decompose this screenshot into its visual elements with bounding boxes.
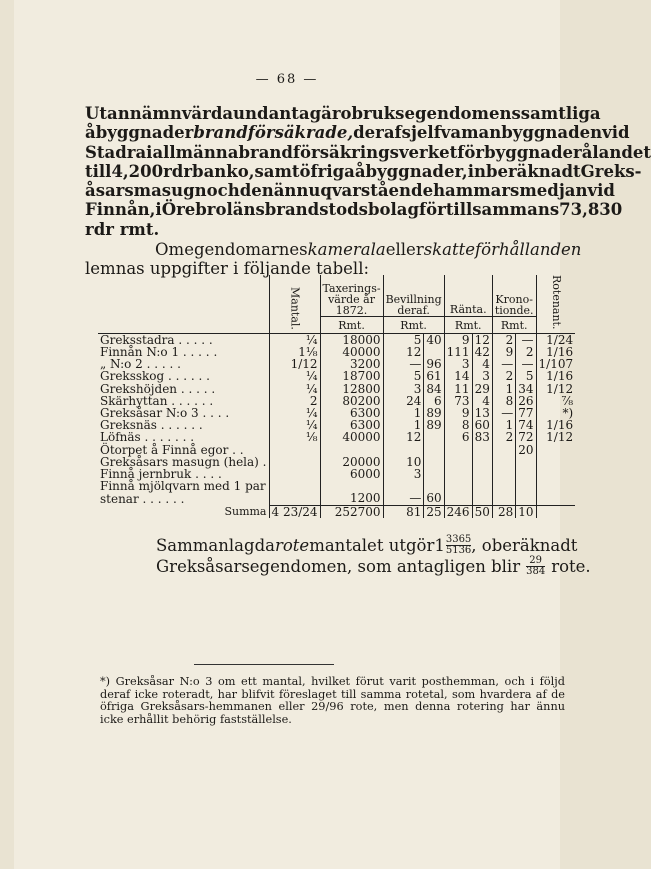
cell-ranta_o: 3 [472,370,492,382]
row-name: Greksnäs . . . . . . [100,418,203,433]
cell-mantal: 1⅛ [269,346,320,358]
cell-bev_o: 25 [424,505,444,518]
cell-bev_r: 5 [383,370,424,382]
cell-ranta_o: 29 [472,383,492,395]
cell-krono_o: — [516,358,536,370]
cell-mantal: 4 23/24 [269,505,320,518]
cell-rot: 1/12 [536,431,575,443]
cell-krono_o: — [516,333,536,346]
cell-bev_o: 89 [424,407,444,419]
cell-bev_o: 84 [424,383,444,395]
cell-krono_r: — [492,407,515,419]
row-name: Greksåsars masugn (hela) . [100,454,267,469]
row-name: Skärhyttan . . . . . . [100,393,214,408]
row-name: Finnån N:o 1 . . . . . [100,344,218,359]
cell-tax: 6000 [320,468,383,480]
cell-rot: 1/16 [536,370,575,382]
cell-mantal: ⅛ [269,431,320,443]
unit-label: Rmt. [444,317,492,333]
cell-ranta_o: 83 [472,431,492,443]
cell-bev_r: 24 [383,395,424,407]
cell-bev_r: 3 [383,383,424,395]
row-name: stenar . . . . . . [100,491,185,506]
cell-tax: 1200 [320,492,383,505]
row-name: Greksstadra . . . . . [100,332,213,347]
cell-bev_r: 81 [383,505,424,518]
cell-ranta_r [444,468,472,480]
cell-bev_o: 61 [424,370,444,382]
cell-krono_r: 9 [492,346,515,358]
cell-ranta_o [472,492,492,505]
cell-ranta_o: 60 [472,419,492,431]
cell-krono_r: 1 [492,383,515,395]
cell-rot [536,505,575,518]
cell-tax: 6300 [320,419,383,431]
cadastral-table [98,275,575,518]
cell-mantal [269,456,320,468]
cell-krono_r [492,456,515,468]
cell-krono_o: 26 [516,395,536,407]
cell-bev_o [424,456,444,468]
cell-tax: 6300 [320,407,383,419]
cell-krono_r: 2 [492,333,515,346]
table-row [98,480,575,492]
cell-bev_o [424,468,444,480]
cell-ranta_r [444,444,472,456]
cell-krono_r: 2 [492,370,515,382]
cell-krono_r: 28 [492,505,515,518]
unit-label: Rmt. [320,317,383,333]
cell-rot: ⅞ [536,395,575,407]
row-name: Finnå jernbruk . . . . [100,466,222,481]
cell-rot: 1/16 [536,419,575,431]
cell-ranta_r: 14 [444,370,472,382]
paragraph-intro-table [85,240,582,279]
cell-ranta_r [444,456,472,468]
table-body [98,333,575,518]
header-taxeringsvarde: Taxerings-värde år 1872. [320,275,383,317]
cell-rot: *) [536,407,575,419]
cell-ranta_o: 13 [472,407,492,419]
text-line: Stadra i allmänna brandförsäkringsverket för byggnader å landet [85,142,651,162]
cell-ranta_r: 6 [444,431,472,443]
cell-ranta_r: 246 [444,505,472,518]
cell-krono_r: — [492,358,515,370]
cell-krono_r: 1 [492,419,515,431]
cell-krono_o: 77 [516,407,536,419]
cell-mantal [269,492,320,505]
cell-bev_r [383,444,424,456]
cell-bev_r: 1 [383,419,424,431]
cell-krono_o: 34 [516,383,536,395]
cell-krono_o: 5 [516,370,536,382]
paragraph-insurance [85,104,651,239]
cell-krono_o: 10 [516,505,536,518]
text-line: åbyggnader brandförsäkrade, deraf sjelfva manbyggnaden vid [85,123,630,143]
book-page [14,0,651,869]
cell-krono_r [492,444,515,456]
cell-bev_o: 6 [424,395,444,407]
cell-ranta_o: 50 [472,505,492,518]
text-line: Om egendomarnes kamerala eller skatteförhållanden [155,240,582,259]
cell-ranta_o [472,444,492,456]
cell-krono_o: 74 [516,419,536,431]
cell-krono_r [492,468,515,480]
summa-row [98,505,575,518]
text-line: rdr rmt. [85,219,160,239]
header-bevillning: Bevillning deraf. [383,275,444,317]
cell-bev_o: 40 [424,333,444,346]
cell-mantal: ¼ [269,419,320,431]
cell-bev_r: 5 [383,333,424,346]
summa-label: Summa [224,504,267,518]
cell-bev_r: — [383,358,424,370]
cell-bev_o: 89 [424,419,444,431]
header-ranta: Ränta. [444,275,492,317]
cell-bev_o [424,431,444,443]
cell-ranta_o: 42 [472,346,492,358]
cell-bev_r: 12 [383,346,424,358]
cell-ranta_r: 3 [444,358,472,370]
table-row [98,383,575,395]
cell-mantal: ¼ [269,407,320,419]
row-name: Löfnäs . . . . . . . [100,430,195,445]
table-row [98,444,575,456]
cell-tax: 18700 [320,370,383,382]
cell-ranta_o [472,456,492,468]
row-name: Greksskog . . . . . . [100,369,210,384]
row-name: Ötorpet å Finnå egor . . [100,442,244,457]
cell-ranta_r: 73 [444,395,472,407]
cell-bev_r: 10 [383,456,424,468]
cell-tax: 40000 [320,346,383,358]
cell-ranta_o: 4 [472,358,492,370]
cell-krono_o: 20 [516,444,536,456]
cell-krono_r [492,480,515,492]
text-line: åsars masugn och den ännu qvarstående hammarsmedjan vid [85,181,615,201]
cell-tax: 12800 [320,383,383,395]
table-row [98,333,575,346]
cell-tax: 18000 [320,333,383,346]
cell-krono_r: 8 [492,395,515,407]
cell-mantal [269,480,320,492]
cell-ranta_r: 111 [444,346,472,358]
cell-ranta_r: 11 [444,383,472,395]
cell-ranta_o: 12 [472,333,492,346]
cell-ranta_r [444,480,472,492]
cell-mantal: 2 [269,395,320,407]
cell-tax: 252700 [320,505,383,518]
cell-mantal [269,468,320,480]
cell-tax: 3200 [320,358,383,370]
cell-bev_r: — [383,492,424,505]
unit-label: Rmt. [492,317,536,333]
cell-rot [536,480,575,492]
cell-rot: 1/24 [536,333,575,346]
cell-tax: 20000 [320,456,383,468]
row-name: Grekshöjden . . . . . [100,381,216,396]
text-line: till 4,200 rdr banko, samt öfriga åbyggnader, inberäknadt Greks- [85,161,642,181]
cell-bev_o: 60 [424,492,444,505]
text-line: lemnas uppgifter i följande tabell: [85,259,370,279]
summary-text: Sammanlagda rotemantalet utgör 1 3365 5136 , oberäknadt Greksåsarsegendomen, som antagligen blir 29 384 rote. [156,534,591,577]
cell-bev_o [424,444,444,456]
cell-mantal: ¼ [269,383,320,395]
cell-krono_o [516,480,536,492]
cell-bev_r: 1 [383,407,424,419]
cell-bev_r: 12 [383,431,424,443]
cell-mantal: ¼ [269,370,320,382]
cell-ranta_r: 9 [444,407,472,419]
cell-rot: 1/107 [536,358,575,370]
cell-mantal: 1/12 [269,358,320,370]
header-rotenant: Rotenant. [549,275,563,330]
cell-krono_r: 2 [492,431,515,443]
cell-mantal: ¼ [269,333,320,346]
unit-label: Rmt. [383,317,444,333]
cell-krono_o: 72 [516,431,536,443]
row-name: „ N:o 2 . . . . . [100,357,181,372]
cell-rot [536,456,575,468]
table-row [98,370,575,382]
cell-tax [320,444,383,456]
header-mantal: Mantal. [288,286,302,330]
cell-krono_o: 2 [516,346,536,358]
cell-tax: 40000 [320,431,383,443]
cell-ranta_r: 8 [444,419,472,431]
page-number: — 68 — [255,72,319,87]
cell-rot [536,444,575,456]
table-row [98,492,575,505]
header-kronotionde: Krono-tionde. [492,275,536,317]
fraction-rotemantal: 1 3365 5136 , oberäknadt [434,534,578,556]
cell-bev_o: 96 [424,358,444,370]
cell-ranta_r [444,492,472,505]
cell-ranta_o [472,480,492,492]
cell-bev_r: 3 [383,468,424,480]
footnote-rule [194,664,334,665]
table-row [98,431,575,443]
cell-rot: 1/16 [536,346,575,358]
cell-krono_o [516,456,536,468]
cell-ranta_r: 9 [444,333,472,346]
cell-krono_r [492,492,515,505]
cell-rot [536,492,575,505]
text-line: Finnån, i Örebro läns brandstodsbolag för tillsammans 73,830 [85,200,623,220]
fraction-greksasar: 29 384 [526,555,546,577]
text-line: Utan nämnvärda undantag äro bruksegendomens samtliga [85,104,601,123]
cell-mantal [269,444,320,456]
cell-krono_o [516,492,536,505]
cell-ranta_o [472,468,492,480]
footnote: *) Greksåsar N:o 3 om ett mantal, hvilket förut varit posthemman, och i följd deraf icke roteradt, har blifvit föreslaget till samma rotetal, som hvardera af de öfriga Greksåsars-hemmanen eller 29/96 rote, men denna rotering har ännu icke erhållit behörig fastställelse. [100,675,565,726]
cell-krono_o [516,468,536,480]
cell-rot [536,468,575,480]
row-name: Greksåsar N:o 3 . . . . [100,405,230,420]
cell-rot: 1/12 [536,383,575,395]
cell-ranta_o: 4 [472,395,492,407]
row-name: Finnå mjölqvarn med 1 par [100,479,266,494]
cell-tax: 80200 [320,395,383,407]
